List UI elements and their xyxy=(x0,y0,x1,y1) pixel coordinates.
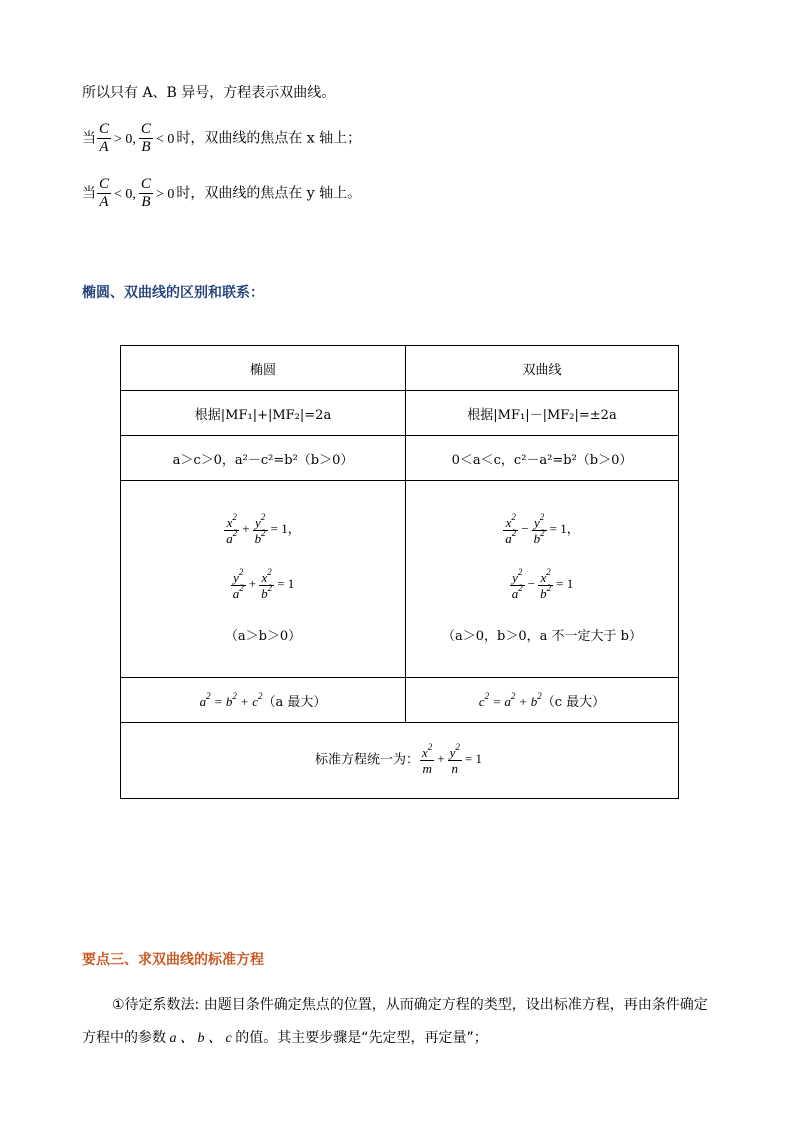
header-ellipse: 椭圆 xyxy=(121,346,406,391)
hyperbola-condition: （a＞0，b＞0，a 不一定大于 b） xyxy=(442,628,642,644)
fraction-c-over-b: $\frac{C}{B}$ xyxy=(140,121,151,155)
unified-label: 标准方程统一为： xyxy=(314,752,419,768)
relation-formula-hyperbola: $c^2 = a^2 + b^2(c$ 最大） xyxy=(406,678,679,723)
fraction-c-over-b: $\frac{C}{B}$ xyxy=(140,176,151,210)
fraction-c-over-a: $\frac{C}{A}$ xyxy=(99,176,110,210)
fraction-c-over-a: $\frac{C}{A}$ xyxy=(99,121,110,155)
equations-ellipse xyxy=(121,481,406,678)
table-row xyxy=(121,346,679,391)
condition-1: < 0, xyxy=(114,186,136,202)
relation-formula-ellipse: $a^2 = b^2 + c^2(a$ 最大） xyxy=(121,678,406,723)
method-line-1: ①待定系数法: 由题目条件确定焦点的位置，从而确定方程的类型，设出标准方程，再由条件确定 xyxy=(112,997,708,1013)
section-heading-key-point-3: 要点三、求双曲线的标准方程 xyxy=(82,952,264,968)
ellipse-equation-x: $\frac{x^2}{a^2}$ + $\frac{y^2}{b^2}$ = 1， xyxy=(226,511,301,546)
ellipse-condition: （a＞b＞0） xyxy=(224,628,302,644)
table-row xyxy=(121,481,679,678)
intro-line-1: 所以只有 A、B 异号，方程表示双曲线。 xyxy=(82,85,336,101)
section-heading-comparison: 椭圆、双曲线的区别和联系： xyxy=(82,285,264,301)
condition-2: > 0 xyxy=(155,186,175,202)
hyperbola-equation-x: $\frac{x^2}{a^2}$ − $\frac{y^2}{b^2}$ = 1， xyxy=(505,511,580,546)
relation-ellipse: a＞c＞0，a²－c²=b²（b＞0） xyxy=(121,436,406,481)
table-row xyxy=(121,391,679,436)
case-suffix: 时，双曲线的焦点在 y 轴上。 xyxy=(176,185,362,202)
unified-equation: 标准方程统一为： $\frac{x^2}{m}$ + $\frac{y^2}{n}$ = 1 xyxy=(121,723,679,799)
definition-ellipse: 根据|MF₁|+|MF₂|=2a xyxy=(121,391,406,436)
intro-case-x-axis xyxy=(82,121,361,156)
hyperbola-equation-y: $\frac{y^2}{a^2}$ − $\frac{x^2}{b^2}$ = 1 xyxy=(511,566,574,601)
intro-case-y-axis xyxy=(82,176,361,211)
table-row xyxy=(121,436,679,481)
table-row xyxy=(121,723,679,799)
comparison-table xyxy=(120,345,679,799)
case-suffix: 时，双曲线的焦点在 x 轴上； xyxy=(176,130,362,147)
table-row xyxy=(121,678,679,723)
equations-hyperbola xyxy=(406,481,679,678)
condition-1: > 0, xyxy=(114,131,136,147)
condition-2: < 0 xyxy=(155,131,175,147)
method-line-2: 方程中的参数 a 、 b 、 c 的值。其主要步骤是“先定型，再定量”； xyxy=(82,1030,488,1046)
header-hyperbola: 双曲线 xyxy=(406,346,679,391)
ellipse-equation-y: $\frac{y^2}{a^2}$ + $\frac{x^2}{b^2}$ = 1 xyxy=(232,566,295,601)
case-prefix: 当 xyxy=(82,130,96,147)
definition-hyperbola: 根据|MF₁|－|MF₂|=±2a xyxy=(406,391,679,436)
relation-hyperbola: 0＜a＜c，c²－a²=b²（b＞0） xyxy=(406,436,679,481)
case-prefix: 当 xyxy=(82,185,96,202)
